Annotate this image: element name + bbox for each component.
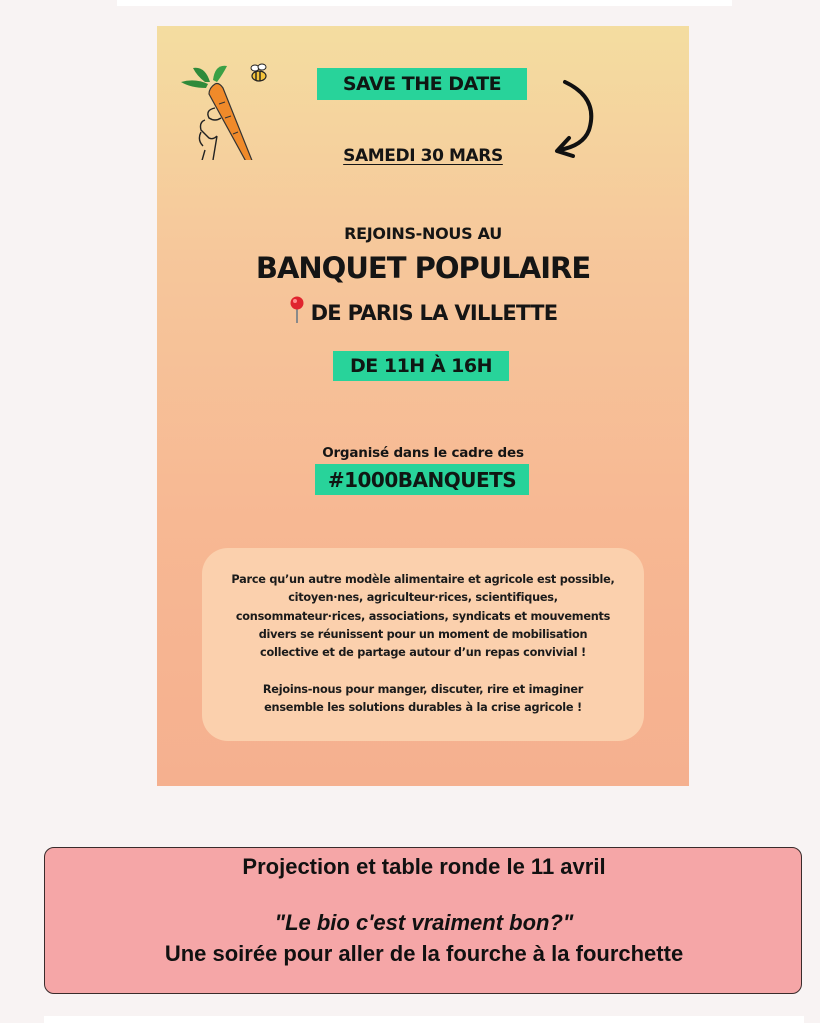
poster-message-box bbox=[202, 548, 644, 741]
screening-title: "Le bio c'est vraiment bon?" bbox=[274, 910, 574, 935]
organised-by-text: Organisé dans le cadre des bbox=[322, 445, 524, 461]
event-poster-image bbox=[157, 26, 689, 786]
invite-text: REJOINS-NOUS AU bbox=[344, 224, 502, 243]
top-card-edge bbox=[117, 0, 732, 6]
message-paragraph-1: Parce qu’un autre modèle alimentaire et agricole est possible, citoyen·nes, agriculteur·rices, scientifiques, consommateur·rices, associations, syndicats et mouvements divers se réunissent pour un moment de mobilisation collective et de partage autour d’un repas convivial ! bbox=[231, 573, 615, 660]
screening-announcement: Projection et table ronde le 11 avril bbox=[242, 854, 606, 879]
location-text: DE PARIS LA VILLETTE bbox=[310, 301, 558, 325]
location-pin-icon bbox=[289, 296, 305, 324]
event-date: SAMEDI 30 MARS bbox=[343, 146, 503, 166]
message-paragraph-2: Rejoins-nous pour manger, discuter, rire et imaginer ensemble les solutions durables à la crise agricole ! bbox=[262, 683, 584, 715]
event-info-box bbox=[44, 847, 802, 994]
bee-icon bbox=[251, 64, 266, 81]
bottom-card-edge bbox=[44, 1016, 804, 1023]
event-hours-badge: DE 11H À 16H bbox=[333, 351, 509, 381]
event-title: BANQUET POPULAIRE bbox=[255, 251, 591, 285]
save-the-date-badge: SAVE THE DATE bbox=[317, 68, 527, 100]
event-location bbox=[157, 296, 689, 325]
screening-subtitle: Une soirée pour aller de la fourche à la fourchette bbox=[164, 941, 684, 966]
carrot-hand-icon bbox=[175, 60, 285, 160]
hashtag-badge: #1000BANQUETS bbox=[315, 464, 529, 495]
